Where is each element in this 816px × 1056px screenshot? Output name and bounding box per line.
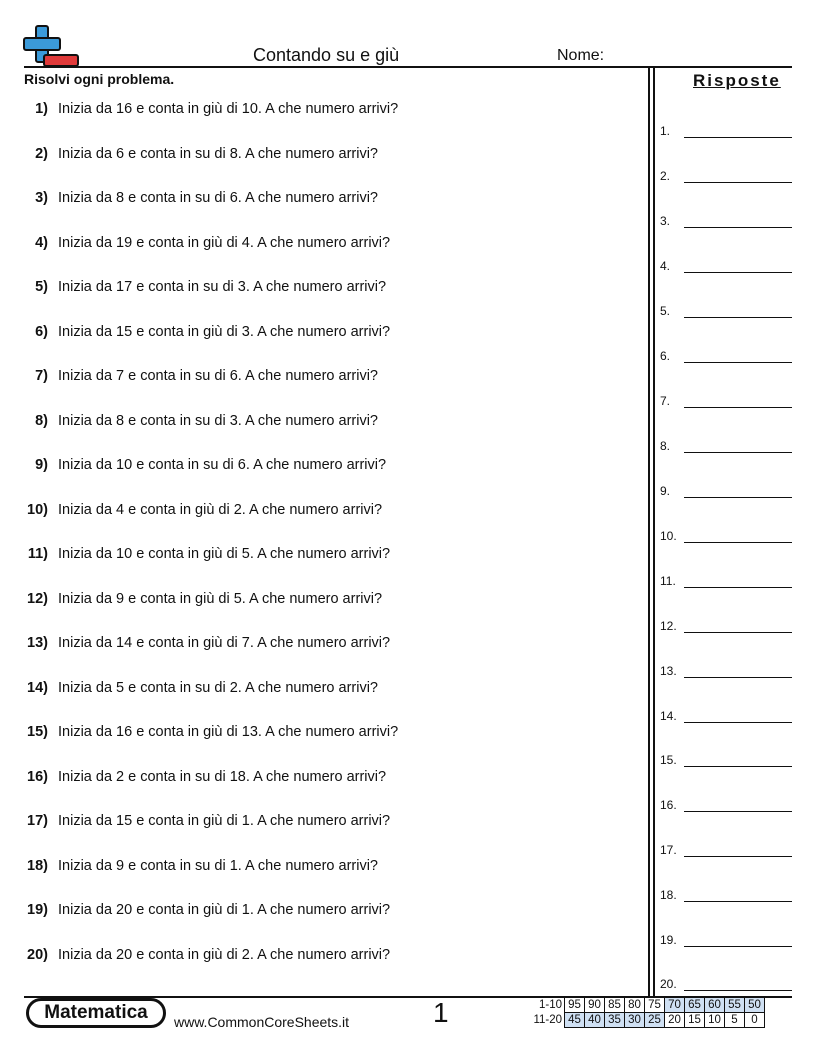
answer-line[interactable] bbox=[684, 452, 792, 453]
answer-field[interactable] bbox=[660, 435, 792, 455]
problem-item bbox=[24, 235, 644, 255]
problem-number: 13) bbox=[27, 635, 48, 651]
page-number: 1 bbox=[433, 997, 449, 1028]
answer-field[interactable] bbox=[660, 300, 792, 320]
answer-line[interactable] bbox=[684, 946, 792, 947]
problem-text: Inizia da 20 e conta in giù di 2. A che numero arrivi? bbox=[58, 947, 391, 963]
problem-number: 5) bbox=[35, 279, 48, 295]
problem-text: Inizia da 10 e conta in giù di 5. A che numero arrivi? bbox=[58, 546, 391, 562]
problem-item bbox=[24, 413, 644, 433]
score-range: 1-10 bbox=[538, 999, 562, 1011]
problem-item bbox=[24, 368, 644, 388]
answer-label: 7. bbox=[660, 394, 671, 408]
answer-label: 10. bbox=[660, 529, 677, 543]
score-cell: 0 bbox=[745, 1013, 765, 1028]
problem-item bbox=[24, 457, 644, 477]
answer-field[interactable] bbox=[660, 165, 792, 185]
score-cell: 60 bbox=[705, 998, 725, 1013]
score-cell: 85 bbox=[605, 998, 625, 1013]
answer-field[interactable] bbox=[660, 973, 792, 993]
problem-text: Inizia da 15 e conta in giù di 3. A che numero arrivi? bbox=[58, 324, 391, 340]
problem-text: Inizia da 9 e conta in giù di 5. A che numero arrivi? bbox=[58, 591, 383, 607]
answer-field[interactable] bbox=[660, 120, 792, 140]
problem-number: 16) bbox=[27, 769, 48, 785]
problem-item bbox=[24, 546, 644, 566]
answer-label: 11. bbox=[660, 574, 676, 588]
problem-number: 15) bbox=[27, 724, 48, 740]
problem-text: Inizia da 7 e conta in su di 6. A che numero arrivi? bbox=[58, 368, 378, 384]
problem-item bbox=[24, 190, 644, 210]
answer-line[interactable] bbox=[684, 497, 792, 498]
answer-field[interactable] bbox=[660, 390, 792, 410]
answer-field[interactable] bbox=[660, 929, 792, 949]
answer-line[interactable] bbox=[684, 317, 792, 318]
page-title: Contando su e giù bbox=[253, 45, 400, 65]
problem-number: 9) bbox=[35, 457, 48, 473]
problem-text: Inizia da 8 e conta in su di 6. A che numero arrivi? bbox=[58, 190, 378, 206]
answer-label: 9. bbox=[660, 484, 671, 498]
problem-text: Inizia da 16 e conta in giù di 10. A che numero arrivi? bbox=[58, 101, 399, 117]
answer-field[interactable] bbox=[660, 839, 792, 859]
score-cell: 35 bbox=[605, 1013, 625, 1028]
answer-line[interactable] bbox=[684, 542, 792, 543]
answer-label: 1. bbox=[660, 124, 671, 138]
problem-item bbox=[24, 680, 644, 700]
problem-item bbox=[24, 635, 644, 655]
answer-line[interactable] bbox=[684, 632, 792, 633]
answer-line[interactable] bbox=[684, 227, 792, 228]
problem-number: 17) bbox=[27, 813, 48, 829]
score-cell: 50 bbox=[745, 998, 765, 1013]
problem-number: 10) bbox=[27, 502, 48, 518]
score-cell: 20 bbox=[665, 1013, 685, 1028]
answer-line[interactable] bbox=[684, 137, 792, 138]
answer-field[interactable] bbox=[660, 480, 792, 500]
problem-number: 6) bbox=[35, 324, 48, 340]
column-divider bbox=[648, 68, 650, 996]
answer-label: 14. bbox=[660, 709, 677, 723]
answer-line[interactable] bbox=[684, 990, 792, 991]
problem-item bbox=[24, 101, 644, 121]
score-cell: 30 bbox=[625, 1013, 645, 1028]
problem-number: 14) bbox=[27, 680, 48, 696]
answer-label: 12. bbox=[660, 619, 677, 633]
score-cell: 45 bbox=[565, 1013, 585, 1028]
problem-text: Inizia da 19 e conta in giù di 4. A che numero arrivi? bbox=[58, 235, 391, 251]
problem-text: Inizia da 20 e conta in giù di 1. A che numero arrivi? bbox=[58, 902, 391, 918]
problem-item bbox=[24, 502, 644, 522]
header-divider bbox=[24, 66, 792, 68]
answer-label: 16. bbox=[660, 798, 677, 812]
problem-text: Inizia da 8 e conta in su di 3. A che numero arrivi? bbox=[58, 413, 378, 429]
problem-text: Inizia da 14 e conta in giù di 7. A che numero arrivi? bbox=[58, 635, 391, 651]
footer-logo: Matematica bbox=[26, 998, 166, 1028]
answers-title: Risposte bbox=[693, 71, 781, 90]
score-row bbox=[528, 998, 765, 1013]
answer-line[interactable] bbox=[684, 856, 792, 857]
problem-number: 2) bbox=[35, 146, 48, 162]
site-url: www.CommonCoreSheets.it bbox=[174, 1014, 350, 1030]
answer-label: 8. bbox=[660, 439, 671, 453]
score-cell: 80 bbox=[625, 998, 645, 1013]
score-cell: 70 bbox=[665, 998, 685, 1013]
score-cell: 25 bbox=[645, 1013, 665, 1028]
problem-item bbox=[24, 858, 644, 878]
problem-number: 20) bbox=[27, 947, 48, 963]
problem-text: Inizia da 5 e conta in su di 2. A che numero arrivi? bbox=[58, 680, 378, 696]
answer-label: 17. bbox=[660, 843, 677, 857]
answer-field[interactable] bbox=[660, 210, 792, 230]
answer-label: 15. bbox=[660, 753, 677, 767]
answer-label: 5. bbox=[660, 304, 671, 318]
answer-label: 2. bbox=[660, 169, 671, 183]
answer-line[interactable] bbox=[684, 677, 792, 678]
problem-item bbox=[24, 769, 644, 789]
answer-label: 19. bbox=[660, 933, 677, 947]
answer-field[interactable] bbox=[660, 255, 792, 275]
answer-field[interactable] bbox=[660, 749, 792, 769]
answer-field[interactable] bbox=[660, 570, 792, 590]
plus-minus-icon bbox=[22, 24, 80, 68]
score-range: 11-20 bbox=[533, 1014, 562, 1026]
answer-field[interactable] bbox=[660, 884, 792, 904]
answer-line[interactable] bbox=[684, 272, 792, 273]
problem-item bbox=[24, 947, 644, 967]
answer-label: 20. bbox=[660, 977, 677, 991]
problem-text: Inizia da 16 e conta in giù di 13. A che numero arrivi? bbox=[58, 724, 399, 740]
score-cell: 75 bbox=[645, 998, 665, 1013]
score-row bbox=[528, 1013, 765, 1028]
problem-number: 4) bbox=[35, 235, 48, 251]
problem-number: 3) bbox=[35, 190, 48, 206]
answer-label: 13. bbox=[660, 664, 677, 678]
answer-line[interactable] bbox=[684, 407, 792, 408]
answer-label: 6. bbox=[660, 349, 671, 363]
problem-number: 19) bbox=[27, 902, 48, 918]
problem-number: 8) bbox=[35, 413, 48, 429]
problem-text: Inizia da 17 e conta in su di 3. A che numero arrivi? bbox=[58, 279, 387, 295]
problem-text: Inizia da 6 e conta in su di 8. A che numero arrivi? bbox=[58, 146, 378, 162]
problem-item bbox=[24, 324, 644, 344]
answer-field[interactable] bbox=[660, 525, 792, 545]
score-cell: 10 bbox=[705, 1013, 725, 1028]
problem-text: Inizia da 2 e conta in su di 18. A che numero arrivi? bbox=[58, 769, 387, 785]
answer-field[interactable] bbox=[660, 345, 792, 365]
score-cell: 5 bbox=[725, 1013, 745, 1028]
answer-field[interactable] bbox=[660, 660, 792, 680]
answer-field[interactable] bbox=[660, 794, 792, 814]
answer-line[interactable] bbox=[684, 362, 792, 363]
problem-item bbox=[24, 279, 644, 299]
score-cell: 40 bbox=[585, 1013, 605, 1028]
instructions: Risolvi ogni problema. bbox=[24, 71, 175, 87]
column-divider bbox=[653, 68, 655, 996]
score-cell: 65 bbox=[685, 998, 705, 1013]
answer-line[interactable] bbox=[684, 766, 792, 767]
problem-item bbox=[24, 146, 644, 166]
problem-item bbox=[24, 724, 644, 744]
problem-item bbox=[24, 813, 644, 833]
score-cell: 95 bbox=[565, 998, 585, 1013]
problem-text: Inizia da 15 e conta in giù di 1. A che numero arrivi? bbox=[58, 813, 391, 829]
score-cell: 90 bbox=[585, 998, 605, 1013]
problem-item bbox=[24, 591, 644, 611]
score-table bbox=[528, 997, 765, 1028]
answer-label: 3. bbox=[660, 214, 671, 228]
problem-number: 18) bbox=[27, 858, 48, 874]
problem-number: 12) bbox=[27, 591, 48, 607]
answer-label: 4. bbox=[660, 259, 671, 273]
score-cell: 55 bbox=[725, 998, 745, 1013]
problem-number: 11) bbox=[27, 546, 48, 562]
answer-line[interactable] bbox=[684, 811, 792, 812]
answer-field[interactable] bbox=[660, 615, 792, 635]
problem-number: 1) bbox=[35, 101, 48, 117]
score-cell: 15 bbox=[685, 1013, 705, 1028]
answer-line[interactable] bbox=[684, 722, 792, 723]
problem-item bbox=[24, 902, 644, 922]
problem-number: 7) bbox=[35, 368, 48, 384]
name-label: Nome: bbox=[557, 47, 605, 64]
answer-line[interactable] bbox=[684, 182, 792, 183]
answer-label: 18. bbox=[660, 888, 677, 902]
answer-line[interactable] bbox=[684, 587, 792, 588]
problem-text: Inizia da 4 e conta in giù di 2. A che numero arrivi? bbox=[58, 502, 383, 518]
problem-text: Inizia da 10 e conta in su di 6. A che numero arrivi? bbox=[58, 457, 387, 473]
answer-line[interactable] bbox=[684, 901, 792, 902]
answer-field[interactable] bbox=[660, 705, 792, 725]
problem-text: Inizia da 9 e conta in su di 1. A che numero arrivi? bbox=[58, 858, 378, 874]
